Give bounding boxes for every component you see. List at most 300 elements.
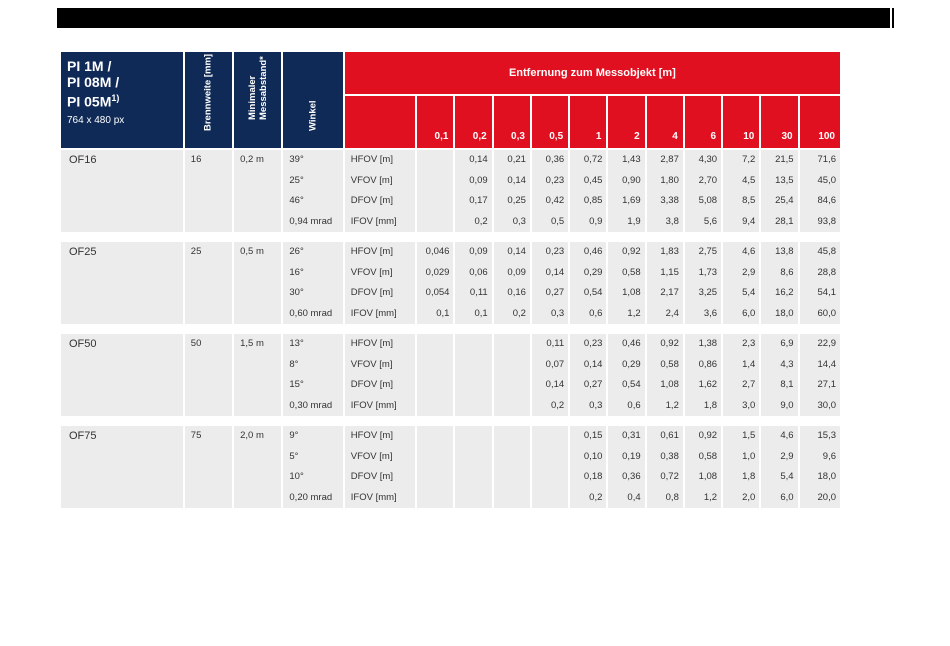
fov-value-cell [723, 150, 759, 232]
fov-value: 0,92 [622, 246, 641, 257]
fov-value: 0,6 [589, 307, 603, 319]
fov-value: 1,5 [742, 430, 756, 441]
angle-value: 0,94 mrad [289, 215, 333, 227]
fov-value: 0,45 [583, 174, 603, 186]
fov-value-cell [455, 242, 491, 324]
optic-row-of25 [61, 242, 840, 324]
fov-label-cell [345, 242, 415, 324]
fov-value: 25,4 [775, 195, 794, 206]
fov-value [455, 334, 491, 355]
fov-value-cell [647, 334, 683, 416]
fov-value: 0,58 [660, 358, 679, 370]
fov-value [455, 426, 491, 447]
fov-value: 2,0 [742, 491, 756, 503]
min-distance-cell [234, 426, 281, 508]
model-header-cell [61, 52, 183, 148]
fov-value: 15,3 [817, 430, 836, 441]
fov-value-cell [761, 334, 797, 416]
fov-value-cell [685, 426, 721, 508]
model-line-2: PI 08M / [67, 74, 120, 90]
distance-header-8: 10 [723, 96, 759, 148]
fov-value: 1,2 [627, 307, 641, 319]
focal-length: 16 [190, 154, 202, 165]
fov-value: 8,1 [780, 379, 794, 390]
fov-value-cell [608, 150, 644, 232]
focal-length: 25 [190, 246, 202, 257]
fov-value: 4,30 [698, 154, 718, 165]
fov-value: 0,27 [583, 379, 603, 390]
fov-value: 9,6 [822, 450, 836, 462]
fov-value [417, 375, 453, 396]
fov-value: 0,4 [627, 491, 641, 503]
fov-value: 5,08 [698, 195, 718, 206]
fov-value: 2,70 [698, 174, 718, 186]
fov-value: 1,62 [698, 379, 718, 390]
fov-value: 7,2 [742, 154, 756, 165]
focal-length: 75 [190, 430, 202, 441]
optic-name-cell [61, 150, 183, 232]
fov-value: 0,61 [660, 430, 679, 441]
fov-value: 1,2 [703, 491, 718, 503]
fov-value: 8,5 [742, 195, 756, 206]
optic-name: OF75 [69, 430, 97, 442]
fov-value: 21,5 [775, 154, 794, 165]
min-distance: 2,0 m [240, 430, 264, 441]
model-name [67, 58, 177, 110]
fov-value: 0,11 [546, 338, 565, 349]
fov-value [494, 447, 530, 468]
fov-value: 2,75 [698, 246, 718, 257]
fov-value: 0,14 [469, 154, 488, 165]
model-line-3: PI 05M [67, 93, 112, 110]
fov-value-cell [494, 150, 530, 232]
fov-value-cell [608, 334, 644, 416]
fov-value: 0,07 [545, 358, 565, 370]
optic-row-of50 [61, 334, 840, 416]
fov-value: 0,72 [660, 471, 679, 482]
fov-value: 1,69 [622, 195, 641, 206]
focal-length-cell [185, 242, 232, 324]
fov-value: 0,36 [622, 471, 641, 482]
optic-name-cell [61, 242, 183, 324]
fov-value-cell [685, 242, 721, 324]
fov-value-cell [761, 426, 797, 508]
fov-value: 0,92 [660, 338, 679, 349]
fov-value: 0,5 [550, 215, 565, 227]
winkel-label: Winkel [307, 100, 319, 131]
top-black-bar [57, 8, 890, 28]
fov-value: 0,36 [545, 154, 565, 165]
angle-value: 8° [289, 358, 299, 370]
fov-value-cell [532, 150, 568, 232]
block-gap [61, 418, 840, 424]
fov-value-cell [570, 334, 606, 416]
fov-value: 6,0 [780, 491, 794, 503]
min-distance-cell [234, 150, 281, 232]
optics-spec-table [59, 50, 842, 510]
fov-value: 3,6 [703, 307, 718, 319]
optic-row-of16 [61, 150, 840, 232]
fov-value: 60,0 [817, 307, 836, 319]
fov-value: 30,0 [817, 399, 836, 411]
fov-value: 0,046 [425, 246, 450, 257]
fov-value: 0,3 [589, 399, 603, 411]
angle-value: 0,20 mrad [289, 491, 333, 503]
fov-value: 22,9 [817, 338, 836, 349]
fov-label-cell [345, 150, 415, 232]
fov-value: 0,54 [622, 379, 641, 390]
optic-name-cell [61, 334, 183, 416]
fov-value: 0,18 [583, 471, 603, 482]
optic-row-of75 [61, 426, 840, 508]
fov-value: 0,1 [474, 307, 488, 319]
fov-value: 0,11 [469, 287, 488, 298]
fov-value: 0,16 [507, 287, 526, 298]
fov-value: 0,38 [660, 450, 679, 462]
brennweite-header [185, 52, 232, 148]
fov-value-cell [647, 242, 683, 324]
fov-value: 2,7 [742, 379, 756, 390]
fov-value: 4,5 [742, 174, 756, 186]
fov-value: 84,6 [817, 195, 836, 206]
fov-value-cell [723, 242, 759, 324]
fov-value: 1,38 [698, 338, 718, 349]
fov-value: 0,2 [550, 399, 565, 411]
min-distance-cell [234, 242, 281, 324]
fov-value-cell [417, 242, 453, 324]
distance-header-7: 6 [685, 96, 721, 148]
fov-value: 1,08 [622, 287, 641, 298]
angle-value: 26° [289, 246, 304, 257]
fov-value: 0,72 [583, 154, 603, 165]
resolution-label: 764 x 480 px [67, 114, 125, 126]
distance-header-0: 0,1 [417, 96, 453, 148]
header-row-1 [61, 52, 840, 94]
fov-label: DFOV [m] [350, 471, 393, 482]
fov-value-cell [647, 426, 683, 508]
fov-value [417, 334, 453, 355]
fov-value [455, 488, 491, 509]
fov-value: 1,9 [627, 215, 641, 227]
fov-label: VFOV [m] [350, 358, 393, 370]
fov-value-cell [532, 242, 568, 324]
fov-value: 0,09 [469, 174, 488, 186]
fov-value: 0,9 [589, 215, 603, 227]
messabstand-label [247, 56, 269, 120]
fov-value: 3,38 [660, 195, 679, 206]
fov-value-cell [685, 150, 721, 232]
fov-value: 14,4 [817, 358, 836, 370]
fov-value: 5,4 [780, 471, 794, 482]
fov-value: 0,3 [512, 215, 526, 227]
fov-label: IFOV [mm] [350, 491, 397, 503]
fov-value-cell [570, 242, 606, 324]
fov-value: 1,4 [742, 358, 756, 370]
fov-label-cell [345, 334, 415, 416]
optic-name: OF16 [69, 154, 97, 166]
fov-value [532, 426, 568, 447]
fov-label: VFOV [m] [350, 174, 393, 186]
distance-header-5: 2 [608, 96, 644, 148]
min-distance: 1,5 m [240, 338, 264, 349]
fov-value: 0,1 [436, 307, 450, 319]
fov-value-cell [723, 334, 759, 416]
fov-value: 4,3 [780, 358, 794, 370]
messabstand-label-line2: Messabstand* [257, 56, 269, 120]
fov-value: 2,17 [660, 287, 679, 298]
fov-value: 1,2 [665, 399, 679, 411]
fov-value: 0,46 [583, 246, 603, 257]
fov-value: 0,09 [469, 246, 488, 257]
angle-value: 16° [289, 266, 304, 278]
angle-value: 5° [289, 450, 299, 462]
fov-value: 1,08 [660, 379, 679, 390]
angle-value: 0,30 mrad [289, 399, 333, 411]
fov-value: 0,054 [425, 287, 450, 298]
fov-value-cell [608, 242, 644, 324]
fov-label: HFOV [m] [350, 338, 393, 349]
fov-label: VFOV [m] [350, 450, 393, 462]
fov-value-cell [417, 150, 453, 232]
fov-value: 1,8 [742, 471, 756, 482]
fov-value: 1,8 [703, 399, 718, 411]
distance-header-3: 0,5 [532, 96, 568, 148]
block-gap [61, 234, 840, 240]
block-gap-cell [61, 326, 840, 332]
fov-value [455, 375, 491, 396]
fov-value [417, 447, 453, 468]
fov-value-cell [685, 334, 721, 416]
fov-value: 0,14 [507, 246, 526, 257]
block-gap-cell [61, 418, 840, 424]
fov-value: 9,0 [780, 399, 794, 411]
focal-length-cell [185, 150, 232, 232]
angle-cell [283, 150, 342, 232]
angle-value: 15° [289, 379, 304, 390]
fov-value [494, 396, 530, 417]
fov-value: 0,8 [665, 491, 679, 503]
fov-value: 4,6 [742, 246, 756, 257]
fov-value [417, 212, 453, 233]
fov-value: 0,14 [507, 174, 526, 186]
fov-value [455, 355, 491, 376]
fov-value: 0,42 [545, 195, 565, 206]
fov-value-cell [800, 426, 840, 508]
angle-value: 46° [289, 195, 304, 206]
fov-value: 2,4 [665, 307, 679, 319]
fov-value: 71,6 [817, 154, 836, 165]
fov-value: 9,4 [742, 215, 756, 227]
fov-label: DFOV [m] [350, 195, 393, 206]
fov-value: 0,6 [627, 399, 641, 411]
fov-value [494, 334, 530, 355]
fov-value [417, 150, 453, 171]
fov-value: 0,14 [583, 358, 603, 370]
fov-value: 2,3 [742, 338, 756, 349]
fov-value: 28,8 [817, 266, 836, 278]
fov-value: 5,4 [742, 287, 756, 298]
fov-value [494, 426, 530, 447]
fov-label: IFOV [mm] [350, 399, 397, 411]
fov-value-cell [455, 150, 491, 232]
fov-value [455, 396, 491, 417]
fov-label: HFOV [m] [350, 246, 393, 257]
fov-value: 0,09 [507, 266, 526, 278]
fov-value [532, 488, 568, 509]
fov-label: IFOV [mm] [350, 215, 397, 227]
block-gap-cell [61, 234, 840, 240]
fov-value-cell [608, 426, 644, 508]
distance-header-2: 0,3 [494, 96, 530, 148]
fov-value: 0,86 [698, 358, 718, 370]
angle-value: 0,60 mrad [289, 307, 333, 319]
fov-value-cell [494, 242, 530, 324]
fov-value-cell [570, 150, 606, 232]
angle-value: 10° [289, 471, 304, 482]
min-distance: 0,5 m [240, 246, 264, 257]
fov-value-cell [570, 426, 606, 508]
fov-value-cell [532, 334, 568, 416]
fov-label: DFOV [m] [350, 287, 393, 298]
fov-value: 54,1 [817, 287, 836, 298]
fov-value [417, 171, 453, 192]
distance-label-spacer [345, 96, 415, 148]
fov-value: 2,9 [780, 450, 794, 462]
fov-value-cell [800, 150, 840, 232]
angle-cell [283, 334, 342, 416]
fov-value: 0,29 [622, 358, 641, 370]
fov-value: 0,85 [583, 195, 603, 206]
fov-value: 0,06 [469, 266, 488, 278]
fov-value: 5,6 [703, 215, 718, 227]
messabstand-header [234, 52, 281, 148]
fov-value: 28,1 [775, 215, 794, 227]
optic-name: OF50 [69, 338, 97, 350]
distance-header-9: 30 [761, 96, 797, 148]
block-gap [61, 326, 840, 332]
fov-value: 0,21 [507, 154, 526, 165]
model-footnote: 1) [111, 93, 120, 103]
fov-value: 6,0 [742, 307, 756, 319]
fov-value [455, 447, 491, 468]
fov-label: VFOV [m] [350, 266, 393, 278]
fov-value-cell [494, 334, 530, 416]
fov-value: 1,83 [660, 246, 679, 257]
fov-value: 2,9 [742, 266, 756, 278]
fov-value: 0,27 [545, 287, 565, 298]
fov-label: IFOV [mm] [350, 307, 397, 319]
distance-header-4: 1 [570, 96, 606, 148]
fov-value-cell [417, 426, 453, 508]
fov-value-cell [723, 426, 759, 508]
focal-length-cell [185, 426, 232, 508]
fov-value [417, 426, 453, 447]
fov-value: 0,23 [545, 174, 565, 186]
fov-value-cell [761, 242, 797, 324]
fov-value: 0,54 [583, 287, 603, 298]
fov-value [417, 191, 453, 212]
fov-value: 20,0 [817, 491, 836, 503]
model-line-1: PI 1M / [67, 58, 112, 74]
messabstand-label-line1: Minimaler [246, 75, 258, 120]
fov-value: 0,58 [698, 450, 718, 462]
fov-value [494, 355, 530, 376]
fov-value: 45,8 [817, 246, 836, 257]
fov-value-cell [455, 426, 491, 508]
fov-value: 1,08 [698, 471, 718, 482]
fov-value: 0,10 [583, 450, 603, 462]
fov-label-cell [345, 426, 415, 508]
fov-value [417, 488, 453, 509]
fov-value: 0,19 [622, 450, 641, 462]
fov-value: 16,2 [775, 287, 794, 298]
distance-header-6: 4 [647, 96, 683, 148]
fov-value: 2,87 [660, 154, 679, 165]
fov-value: 0,58 [622, 266, 641, 278]
fov-value: 0,3 [550, 307, 565, 319]
angle-value: 39° [289, 154, 304, 165]
fov-value: 18,0 [775, 307, 794, 319]
fov-value-cell [761, 150, 797, 232]
fov-value: 1,80 [660, 174, 679, 186]
fov-value-cell [455, 334, 491, 416]
fov-value [417, 467, 453, 488]
fov-value-cell [532, 426, 568, 508]
fov-value: 3,25 [698, 287, 718, 298]
focal-length: 50 [190, 338, 202, 349]
fov-value [532, 447, 568, 468]
angle-value: 30° [289, 287, 304, 298]
fov-value: 0,92 [698, 430, 718, 441]
fov-value: 0,2 [512, 307, 526, 319]
fov-value [455, 467, 491, 488]
fov-value: 1,43 [622, 154, 641, 165]
min-distance: 0,2 m [240, 154, 264, 165]
angle-cell [283, 426, 342, 508]
fov-value: 13,8 [775, 246, 794, 257]
optic-name-cell [61, 426, 183, 508]
fov-value: 0,14 [545, 266, 565, 278]
fov-value: 93,8 [817, 215, 836, 227]
fov-value: 0,25 [507, 195, 526, 206]
angle-value: 25° [289, 174, 304, 186]
fov-value [532, 467, 568, 488]
fov-value: 0,2 [474, 215, 488, 227]
fov-value: 45,0 [817, 174, 836, 186]
optic-name: OF25 [69, 246, 97, 258]
fov-value: 0,23 [583, 338, 603, 349]
fov-value [417, 355, 453, 376]
fov-label: HFOV [m] [350, 430, 393, 441]
angle-cell [283, 242, 342, 324]
fov-value: 0,15 [583, 430, 603, 441]
distance-header-1: 0,2 [455, 96, 491, 148]
fov-value-cell [800, 242, 840, 324]
fov-value [417, 396, 453, 417]
fov-value: 0,46 [622, 338, 641, 349]
fov-label: DFOV [m] [350, 379, 393, 390]
distance-title: Entfernung zum Messobjekt [m] [345, 52, 840, 94]
fov-value: 6,9 [780, 338, 794, 349]
fov-value: 27,1 [817, 379, 836, 390]
fov-value: 3,8 [665, 215, 679, 227]
min-distance-cell [234, 334, 281, 416]
fov-label: HFOV [m] [350, 154, 393, 165]
fov-value: 1,0 [742, 450, 756, 462]
fov-value: 0,90 [622, 174, 641, 186]
fov-value: 8,6 [780, 266, 794, 278]
fov-value: 0,14 [545, 379, 565, 390]
